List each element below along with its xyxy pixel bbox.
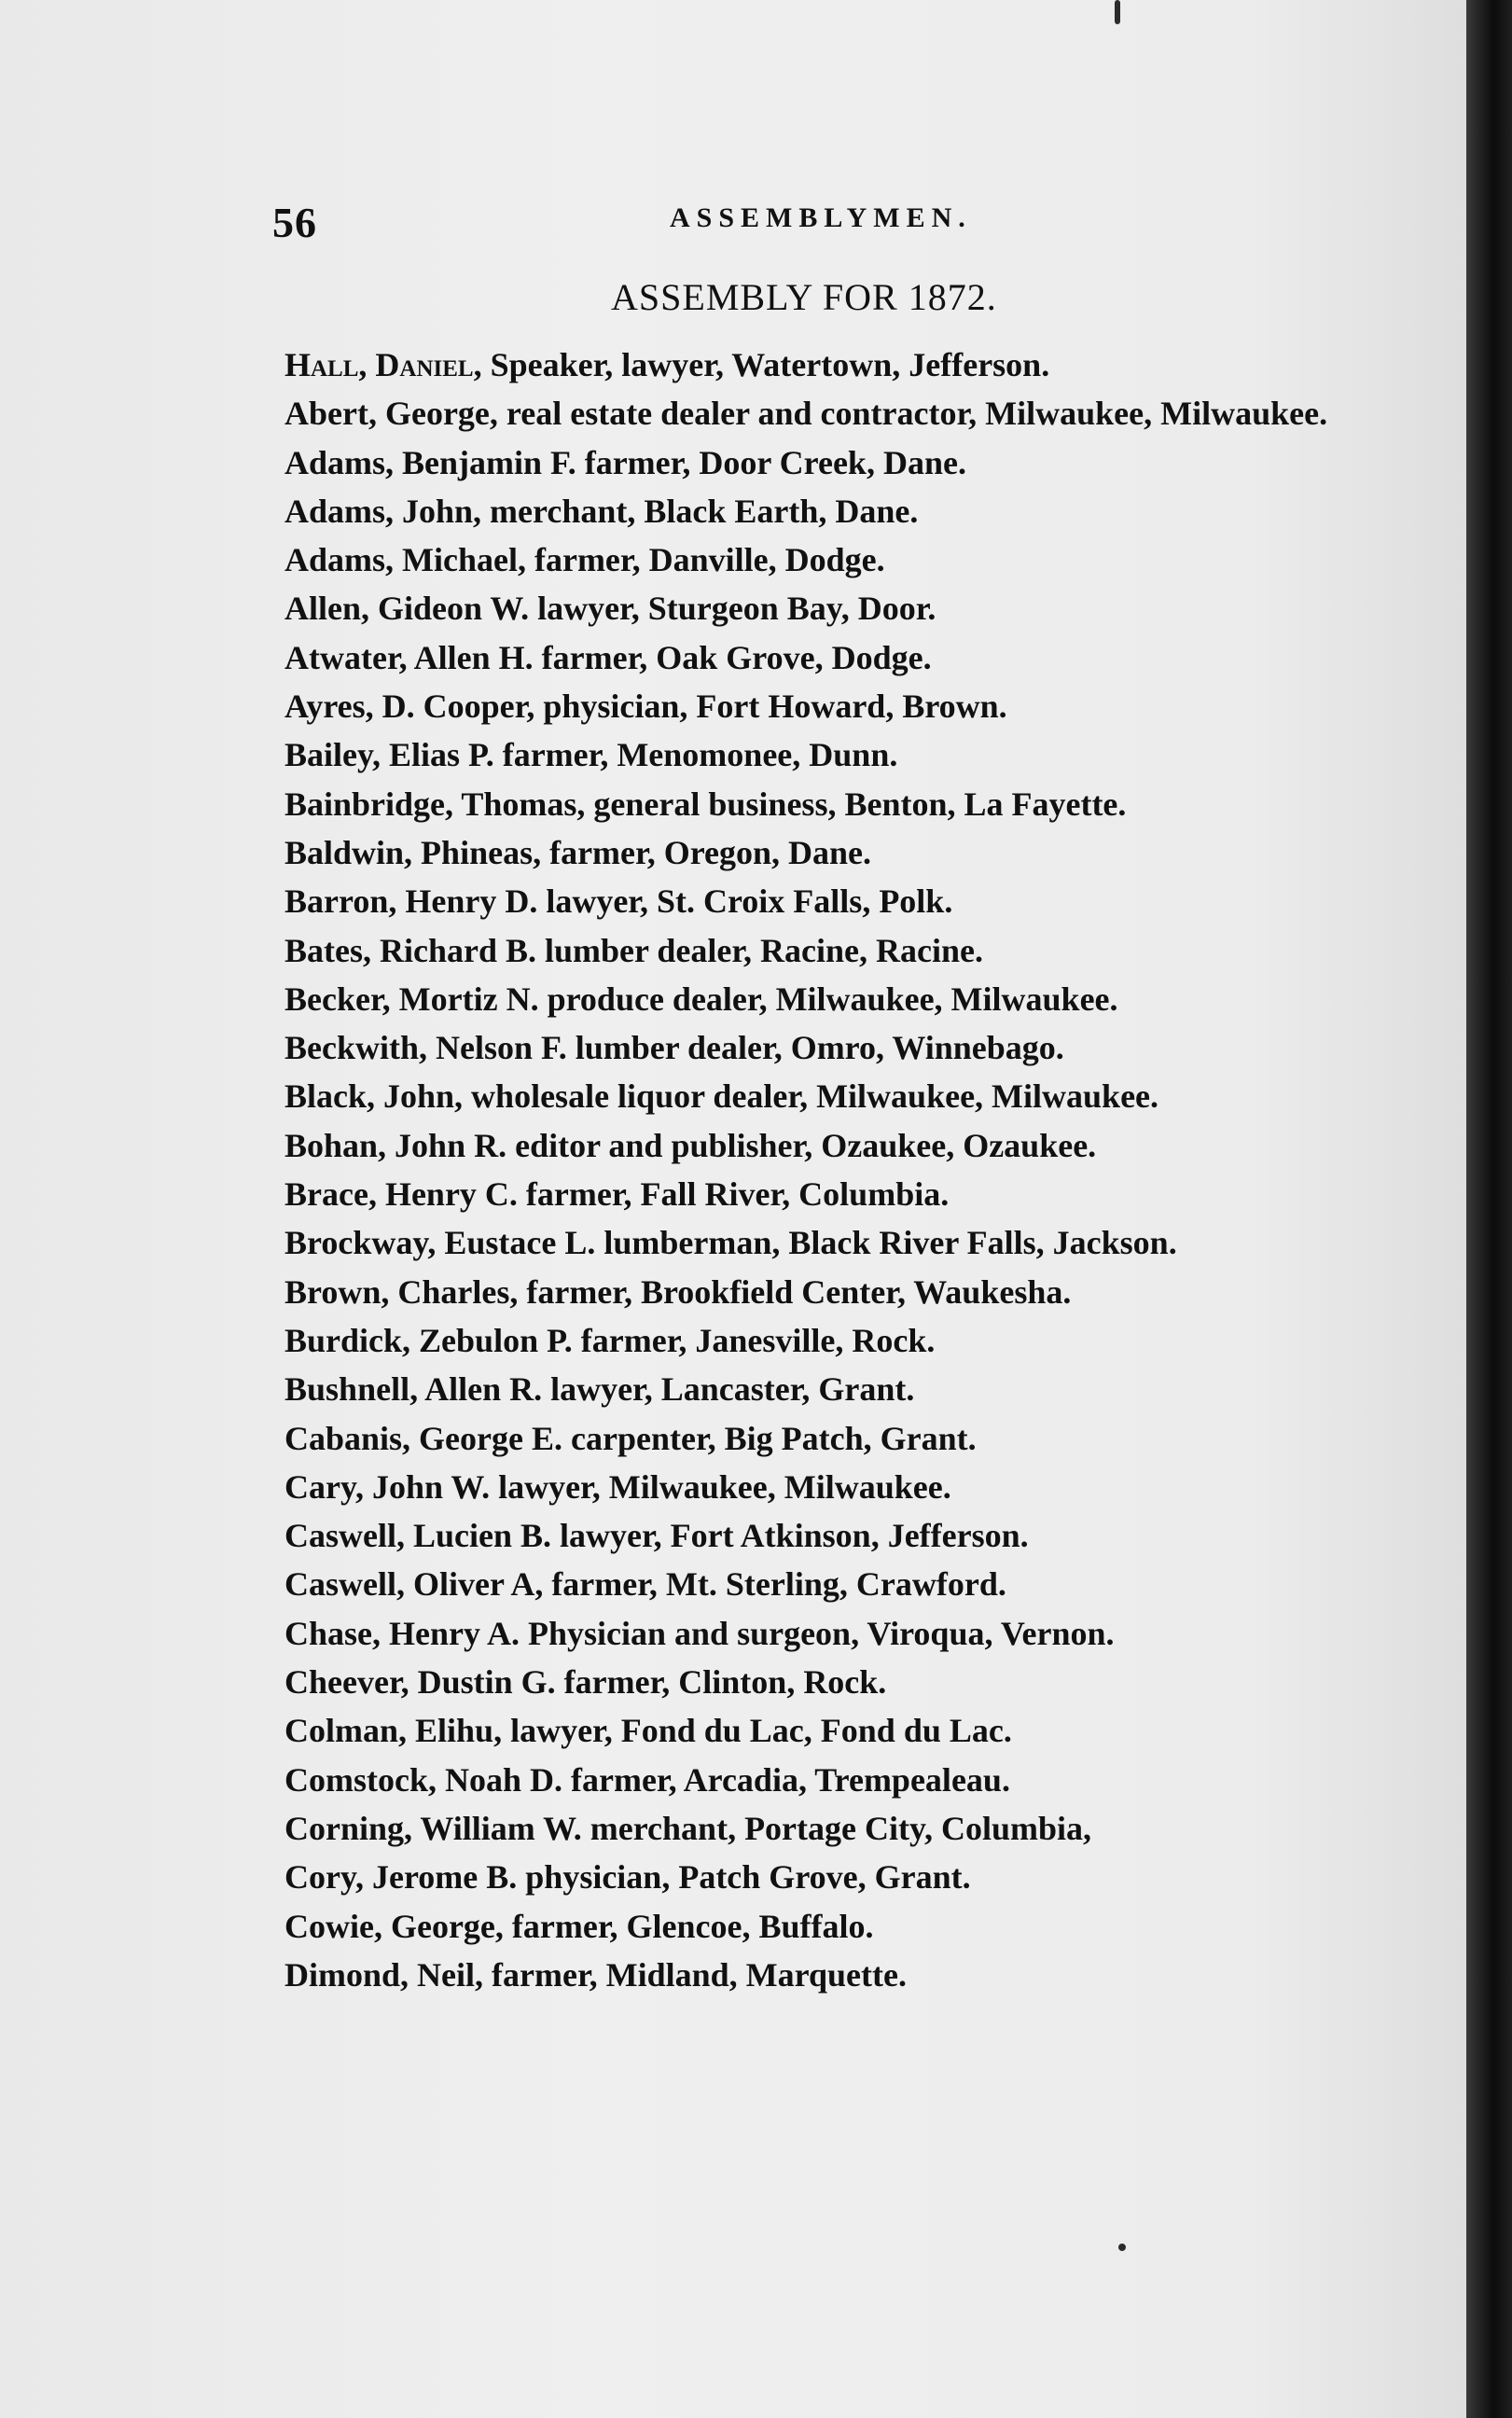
member-entry: Adams, Benjamin F. farmer, Door Creek, Dane. (284, 443, 966, 481)
speaker-name: Hall, Daniel, (284, 346, 482, 383)
member-entry: Bailey, Elias P. farmer, Menomonee, Dunn. (284, 736, 898, 774)
member-entry: Ayres, D. Cooper, physician, Fort Howard, Brown. (284, 688, 1007, 726)
member-entry: Cheever, Dustin G. farmer, Clinton, Rock. (284, 1663, 887, 1702)
member-entry: Cary, John W. lawyer, Milwaukee, Milwaukee. (284, 1467, 951, 1506)
member-entry: Chase, Henry A. Physician and surgeon, Viroqua, Vernon. (284, 1614, 1115, 1652)
member-entry: Bushnell, Allen R. lawyer, Lancaster, Grant. (284, 1370, 915, 1409)
member-entry: Cowie, George, farmer, Glencoe, Buffalo. (284, 1907, 874, 1945)
speaker-details: Speaker, lawyer, Watertown, Jefferson. (481, 346, 1050, 383)
member-entry: Adams, John, merchant, Black Earth, Dane. (284, 492, 919, 530)
member-entry: Black, John, wholesale liquor dealer, Milwaukee, Milwaukee. (284, 1077, 1159, 1116)
running-head: ASSEMBLYMEN. (670, 202, 972, 233)
member-entry: Baldwin, Phineas, farmer, Oregon, Dane. (284, 833, 872, 871)
assembly-member-list (284, 340, 1385, 1999)
member-entry: Caswell, Oliver A, farmer, Mt. Sterling, Crawford. (284, 1565, 1006, 1604)
member-entry: Abert, George, real estate dealer and contractor, Milwaukee, Milwaukee. (284, 395, 1328, 433)
member-entry: Bates, Richard B. lumber dealer, Racine, Racine. (284, 931, 983, 969)
member-entry: Cabanis, George E. carpenter, Big Patch, Grant. (284, 1419, 977, 1457)
member-entry: Corning, William W. merchant, Portage City, Columbia, (284, 1809, 1092, 1847)
member-entry: Colman, Elihu, lawyer, Fond du Lac, Fond du Lac. (284, 1712, 1012, 1750)
book-gutter (1466, 0, 1512, 2418)
member-entry: Comstock, Noah D. farmer, Arcadia, Trempealeau. (284, 1760, 1010, 1799)
member-entry: Allen, Gideon W. lawyer, Sturgeon Bay, Door. (284, 590, 936, 628)
member-entry: Bainbridge, Thomas, general business, Benton, La Fayette. (284, 785, 1127, 823)
member-entry: Becker, Mortiz N. produce dealer, Milwaukee, Milwaukee. (284, 980, 1118, 1018)
member-entry: Caswell, Lucien B. lawyer, Fort Atkinson, Jefferson. (284, 1517, 1029, 1555)
member-entry: Brace, Henry C. farmer, Fall River, Columbia. (284, 1175, 950, 1214)
member-entry: Adams, Michael, farmer, Danville, Dodge. (284, 541, 885, 579)
speaker-entry (284, 340, 1385, 389)
section-title: ASSEMBLY FOR 1872. (611, 276, 997, 318)
page-number: 56 (272, 199, 317, 246)
member-entry: Bohan, John R. editor and publisher, Ozaukee, Ozaukee. (284, 1126, 1097, 1164)
member-entry: Brockway, Eustace L. lumberman, Black River Falls, Jackson. (284, 1224, 1177, 1262)
member-entry: Dimond, Neil, farmer, Midland, Marquette. (284, 1955, 907, 1994)
ink-speck (1118, 2244, 1126, 2251)
ink-speck (1115, 0, 1120, 24)
member-entry: Beckwith, Nelson F. lumber dealer, Omro, Winnebago. (284, 1029, 1064, 1067)
member-entry: Brown, Charles, farmer, Brookfield Center, Waukesha. (284, 1272, 1072, 1311)
member-entry: Cory, Jerome B. physician, Patch Grove, Grant. (284, 1858, 971, 1897)
member-entry: Burdick, Zebulon P. farmer, Janesville, Rock. (284, 1321, 936, 1359)
member-entry: Atwater, Allen H. farmer, Oak Grove, Dodge. (284, 638, 932, 676)
member-entry: Barron, Henry D. lawyer, St. Croix Falls, Polk. (284, 882, 953, 921)
